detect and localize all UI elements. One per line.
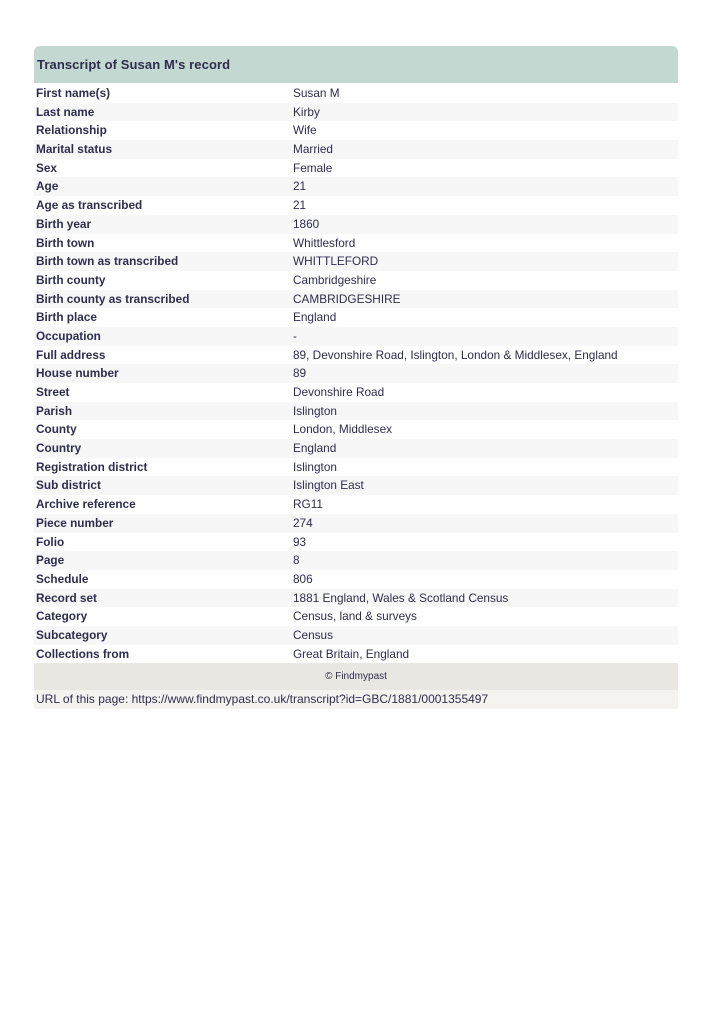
row-label: Country (36, 441, 82, 456)
row-value: Female (293, 160, 333, 175)
row-value: Susan M (293, 86, 340, 100)
table-row (34, 271, 678, 290)
row-value: Islington East (293, 478, 364, 493)
row-value: Cambridgeshire (293, 272, 377, 287)
row-label: Birth town as transcribed (36, 254, 179, 269)
table-row (34, 308, 678, 327)
table-row (34, 177, 678, 196)
row-label: Subcategory (36, 627, 108, 642)
row-value: 89 (293, 366, 307, 381)
row-value: Census (293, 627, 333, 642)
table-row (34, 346, 678, 365)
table-row (34, 402, 678, 421)
row-label: House number (36, 366, 119, 381)
row-value: RG11 (293, 497, 323, 512)
transcript-card (34, 46, 678, 709)
row-value: 1860 (293, 216, 320, 231)
row-value: - (293, 328, 297, 343)
table-row (34, 551, 678, 570)
row-value: Married (293, 142, 333, 157)
row-value: 8 (293, 553, 300, 568)
table-row (34, 476, 678, 495)
table-row (34, 196, 678, 215)
row-label: Full address (36, 347, 106, 362)
row-value: 274 (293, 515, 313, 530)
table-row (34, 327, 678, 346)
row-label: Sex (36, 160, 57, 175)
table-row (34, 570, 678, 589)
url-row (34, 690, 678, 709)
row-label: Birth county as transcribed (36, 291, 190, 306)
table-row (34, 458, 678, 477)
row-value: Devonshire Road (293, 385, 385, 399)
row-label: Birth place (36, 310, 97, 325)
table-row (34, 215, 678, 234)
row-value: Whittlesford (293, 235, 356, 250)
page-url-text: URL of this page: https://www.findmypast.co.uk/transcript?id=GBC/1881/0001355497 (36, 692, 489, 707)
row-value: Census, land & surveys (293, 609, 417, 624)
row-label: Piece number (36, 515, 114, 530)
row-label: Occupation (36, 328, 101, 343)
row-label: Street (36, 385, 70, 399)
row-label: Marital status (36, 142, 113, 157)
record-table (34, 84, 678, 663)
table-row (34, 121, 678, 140)
row-label: Relationship (36, 123, 107, 138)
table-row (34, 533, 678, 552)
row-value: Kirby (293, 104, 320, 119)
row-value: 89, Devonshire Road, Islington, London & Middlesex, England (293, 347, 618, 362)
table-row (34, 252, 678, 271)
table-row (34, 290, 678, 309)
row-label: Sub district (36, 478, 101, 493)
row-label: Page (36, 553, 65, 568)
row-label: Schedule (36, 571, 89, 586)
row-value: Great Britain, England (293, 646, 410, 661)
row-label: Age (36, 179, 59, 194)
row-value: 21 (293, 179, 307, 194)
row-label: Folio (36, 534, 65, 549)
row-label: First name(s) (36, 86, 111, 100)
row-value: 93 (293, 534, 307, 549)
row-label: Birth town (36, 235, 95, 250)
row-value: London, Middlesex (293, 422, 393, 437)
table-row (34, 495, 678, 514)
row-label: Record set (36, 590, 97, 605)
copyright-row (34, 663, 678, 690)
row-label: Category (36, 609, 88, 624)
row-value: CAMBRIDGESHIRE (293, 291, 401, 306)
row-label: Age as transcribed (36, 198, 143, 213)
row-value: England (293, 310, 337, 325)
row-label: Archive reference (36, 497, 136, 512)
transcript-title: Transcript of Susan M's record (37, 57, 231, 72)
table-row (34, 383, 678, 402)
row-value: England (293, 441, 337, 456)
transcript-header (34, 46, 678, 83)
row-label: County (36, 422, 77, 437)
row-value: Wife (293, 123, 317, 138)
row-value: WHITTLEFORD (293, 254, 379, 269)
row-value: Islington (293, 459, 337, 474)
row-label: Birth year (36, 216, 92, 231)
table-row (34, 514, 678, 533)
table-row (34, 439, 678, 458)
copyright-text: © Findmypast (325, 671, 387, 683)
table-row (34, 103, 678, 122)
row-label: Parish (36, 403, 73, 418)
row-value: 1881 England, Wales & Scotland Census (293, 590, 509, 605)
table-row (34, 626, 678, 645)
table-row (34, 84, 678, 103)
row-label: Registration district (36, 459, 148, 474)
row-value: 806 (293, 571, 313, 586)
row-label: Collections from (36, 646, 130, 661)
table-row (34, 140, 678, 159)
table-row (34, 645, 678, 664)
row-label: Birth county (36, 272, 106, 287)
table-row (34, 364, 678, 383)
row-label: Last name (36, 104, 95, 119)
row-value: 21 (293, 198, 307, 213)
table-row (34, 159, 678, 178)
table-row (34, 589, 678, 608)
table-row (34, 420, 678, 439)
table-row (34, 234, 678, 253)
table-row (34, 607, 678, 626)
row-value: Islington (293, 403, 337, 418)
